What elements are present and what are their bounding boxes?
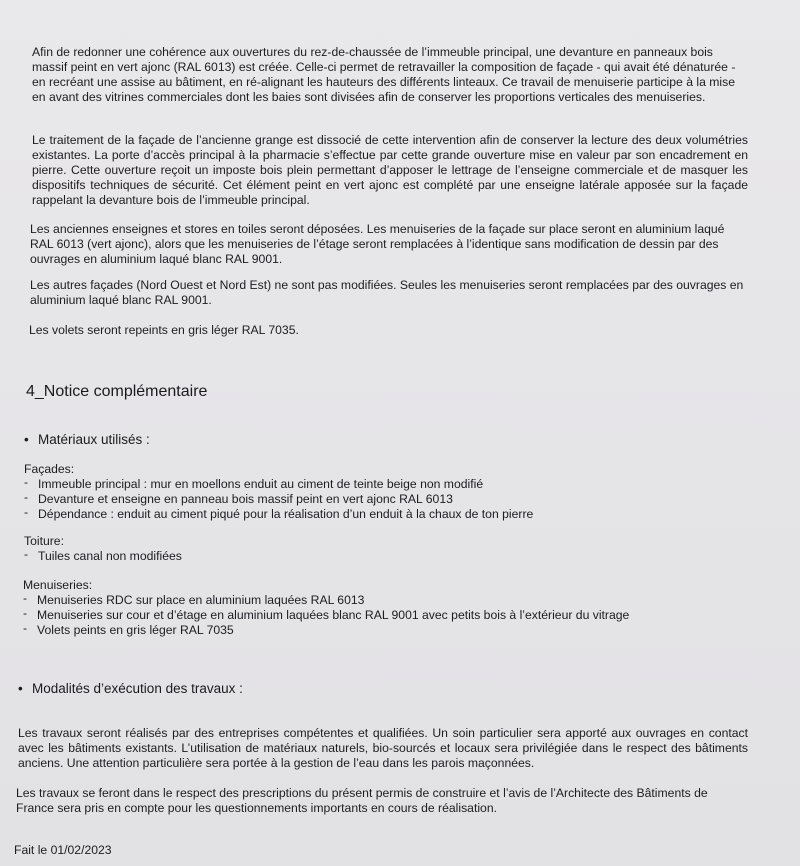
dash-icon: - — [23, 591, 28, 605]
list-item: - Devanture et enseigne en panneau bois massif peint en vert ajonc RAL 6013 — [24, 490, 453, 506]
paragraph-autres-facades: Les autres façades (Nord Ouest et Nord Est) ne sont pas modifiées. Seules les menuiseries seront remplacées par des ouvrages en aluminium laqué blanc RAL 9001. — [30, 278, 744, 307]
paragraph-grange: Le traitement de la façade de l’ancienne grange est dissocié de cette intervention afin de conserver la lecture des deux volumétries existantes. La porte d’accès principal à la pharmacie s’effectue par cette grande ouverture mise en valeur par son encadrement en pierre. Cette ouverture reçoit un imposte bois plein permettant d’apposer le lettrage de l’enseigne commerciale et de masquer les dispositifs techniques de sécurité. Cet élément peint en vert ajonc est complété par une enseigne latérale apposée sur la façade rappelant la devanture bois de l’immeuble principal. — [32, 133, 748, 207]
list-item: - Immeuble principal : mur en moellons enduit au ciment de teinte beige non modifié — [24, 475, 484, 491]
facades-label: Façades: — [24, 462, 75, 476]
list-item: - Tuiles canal non modifiées — [24, 547, 182, 563]
bullet-icon: • — [18, 681, 23, 696]
menuiseries-group — [23, 578, 753, 638]
facades-group — [24, 462, 754, 522]
toiture-group — [24, 534, 754, 564]
bullet-icon: • — [24, 432, 29, 447]
paragraph-devanture: Afin de redonner une cohérence aux ouvertures du rez-de-chaussée de l’immeuble principal, une devanture en panneaux bois massif peint en vert ajonc (RAL 6013) est créée. Celle-ci permet de retravailler la composition de façade - qui avait été dénaturée - en recréant une assise au bâtiment, en ré-alignant les hauteurs des différents linteaux. Ce travail de menuiserie participe à la mise en avant des vitrines commerciales dont les baies sont divisées afin de conserver les proportions verticales des menuiseries. — [32, 45, 736, 104]
paragraph-modalites-1: Les travaux seront réalisés par des entreprises compétentes et qualifiées. Un soin particulier sera apporté aux ouvrages en contact avec les bâtiments existants. L’utilisation de matériaux naturels, bio-sourcés et locaux sera privilégiée dans le respect des bâtiments anciens. Une attention particulière sera portée à la gestion de l’eau dans les parois maçonnées. — [18, 726, 748, 770]
materials-title — [24, 431, 150, 448]
list-item: - Menuiseries sur cour et d’étage en aluminium laquées blanc RAL 9001 avec petits bois à l’extérieur du vitrage — [23, 606, 630, 622]
dash-icon: - — [23, 606, 28, 620]
menuiseries-list — [23, 593, 753, 638]
menuiseries-label: Menuiseries: — [23, 578, 93, 592]
paragraph-enseignes: Les anciennes enseignes et stores en toiles seront déposées. Les menuiseries de la façade sur place seront en aluminium laqué RAL 6013 (vert ajonc), alors que les menuiseries de l’étage seront remplacées à l’identique sans modification de dessin par des ouvrages en aluminium laqué blanc RAL 9001. — [30, 222, 725, 266]
paragraph-volets: Les volets seront repeints en gris léger RAL 7035. — [29, 323, 299, 337]
modalites-title — [18, 680, 243, 697]
paragraph-modalites-2: Les travaux se feront dans le respect des prescriptions du présent permis de construire et l’avis de l’Architecte des Bâtiments de France sera pris en compte pour les questionnements importants en cours de réalisation. — [16, 786, 708, 815]
dash-icon: - — [24, 505, 29, 519]
dash-icon: - — [24, 547, 29, 561]
toiture-list — [24, 549, 754, 564]
modalites-title-text: Modalités d’exécution des travaux : — [32, 681, 243, 696]
list-item: - Menuiseries RDC sur place en aluminium laquées RAL 6013 — [23, 591, 365, 607]
section-heading: 4_Notice complémentaire — [26, 383, 208, 400]
list-item: - Volets peints en gris léger RAL 7035 — [23, 621, 234, 637]
materials-title-text: Matériaux utilisés : — [38, 432, 150, 447]
toiture-label: Toiture: — [24, 534, 64, 548]
dash-icon: - — [23, 621, 28, 635]
dash-icon: - — [24, 475, 29, 489]
signature-date: Fait le 01/02/2023 — [14, 843, 112, 857]
facades-list — [24, 477, 754, 522]
list-item: - Dépendance : enduit au ciment piqué pour la réalisation d’un enduit à la chaux de ton pierre — [24, 505, 534, 521]
dash-icon: - — [24, 490, 29, 504]
